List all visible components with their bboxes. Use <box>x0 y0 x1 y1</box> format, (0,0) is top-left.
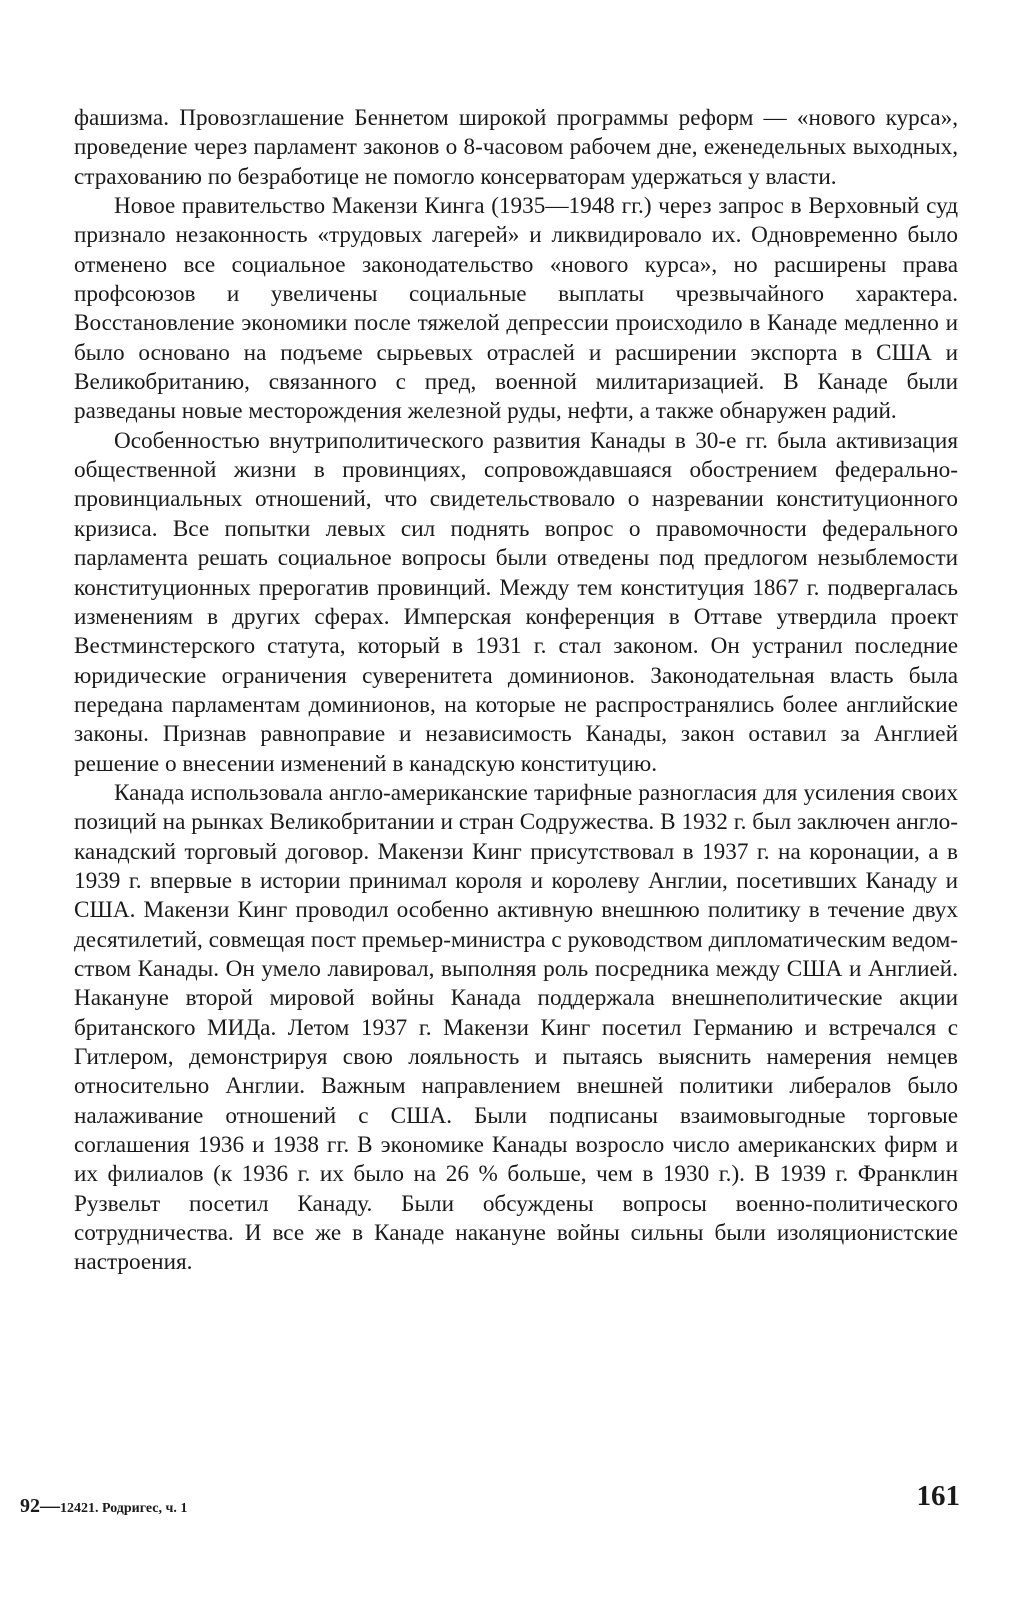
paragraph: Особенностью внутриполитического развития Канады в 30-е гг. была активизация общественной жизни в провинциях, сопровождавшаяся обострением федерально-провинциальных отношений, что свидетельствовало о назревании конституционного кризиса. Все попытки левых сил поднять вопрос о правомочности федерального парламента решать социальное вопросы были отведены под предлогом незыблемости конституционных прерогатив провинций. Между тем конституция 1867 г. подвергалась изменениям в других сферах. Имперская конференция в Оттаве утвердила проект Вестминстерского статута, который в 1931 г. стал законом. Он устранил последние юридические ограничения суверенитета доминионов. Законодательная власть была передана парламентам доминионов, на которые не распространялись более английские законы. Признав равноправие и независимость Канады, закон оставил за Англией решение о внесении изменений в канадскую конституцию. <box>74 427 958 777</box>
signature-number: 92— <box>20 1495 60 1517</box>
printer-signature <box>20 1495 187 1518</box>
page-number: 161 <box>916 1480 960 1512</box>
paragraph-continuation: фашизма. Провозглашение Беннетом широкой программы реформ — «нового курса», проведение через парламент законов о 8-часовом рабочем дне, еженедельных выходных, страхованию по безработице не помогло консерваторам удержаться у власти. <box>74 105 958 190</box>
paragraph: Новое правительство Макензи Кинга (1935—1948 гг.) через запрос в Верховный суд признало незаконность «трудовых лагерей» и ликвидировало их. Одновременно было отменено все социальное законодательство «нового курса», но расширены права профсоюзов и увеличены социальные выплаты чрезвычайного характера. Восстановление экономики после тяжелой депрессии происходило в Канаде медленно и было основано на подъеме сырьевых отраслей и расширении экспорта в США и Великобританию, связанного с пред, военной милитаризацией. В Канаде были разведаны новые месторождения железной руды, нефти, а также обнаружен радий. <box>74 193 958 425</box>
body-text <box>74 104 958 1278</box>
paragraph: Канада использовала англо-американские тарифные разногласия для усиления своих позиций на рынках Великобритании и стран Содружества. В 1932 г. был заключен англо-канадский торговый договор. Макензи Кинг присутствовал в 1937 г. на коронации, а в 1939 г. впервые в истории принимал короля и королеву Англии, посетивших Канаду и США. Макензи Кинг проводил особенно активную внешнюю политику в течение двух десятилетий, совмещая пост премьер-министра с руководством дипломатическим ведомством Канады. Он умело лавировал, выполняя роль посредника между США и Англией. Накануне второй мировой войны Канада поддержала внешнеполитические акции британского МИДа. Летом 1937 г. Макензи Кинг посетил Германию и встречался с Гитлером, демонстрируя свою лояльность и пытаясь выяснить намерения немцев относительно Англии. Важным направлением внешней политики либералов было налаживание отношений с США. Были подписаны взаимовыгодные торговые соглашения 1936 и 1938 гг. В экономике Канады возросло число американских фирм и их филиалов (к 1936 г. их было на 26 % больше, чем в 1930 г.). В 1939 г. Франклин Рузвельт посетил Канаду. Были обсуждены вопросы военно-политического сотрудничества. И все же в Канаде накануне войны сильны были изоляционистские настроения. <box>74 779 958 1276</box>
signature-text: 12421. Родригес, ч. 1 <box>60 1501 188 1516</box>
